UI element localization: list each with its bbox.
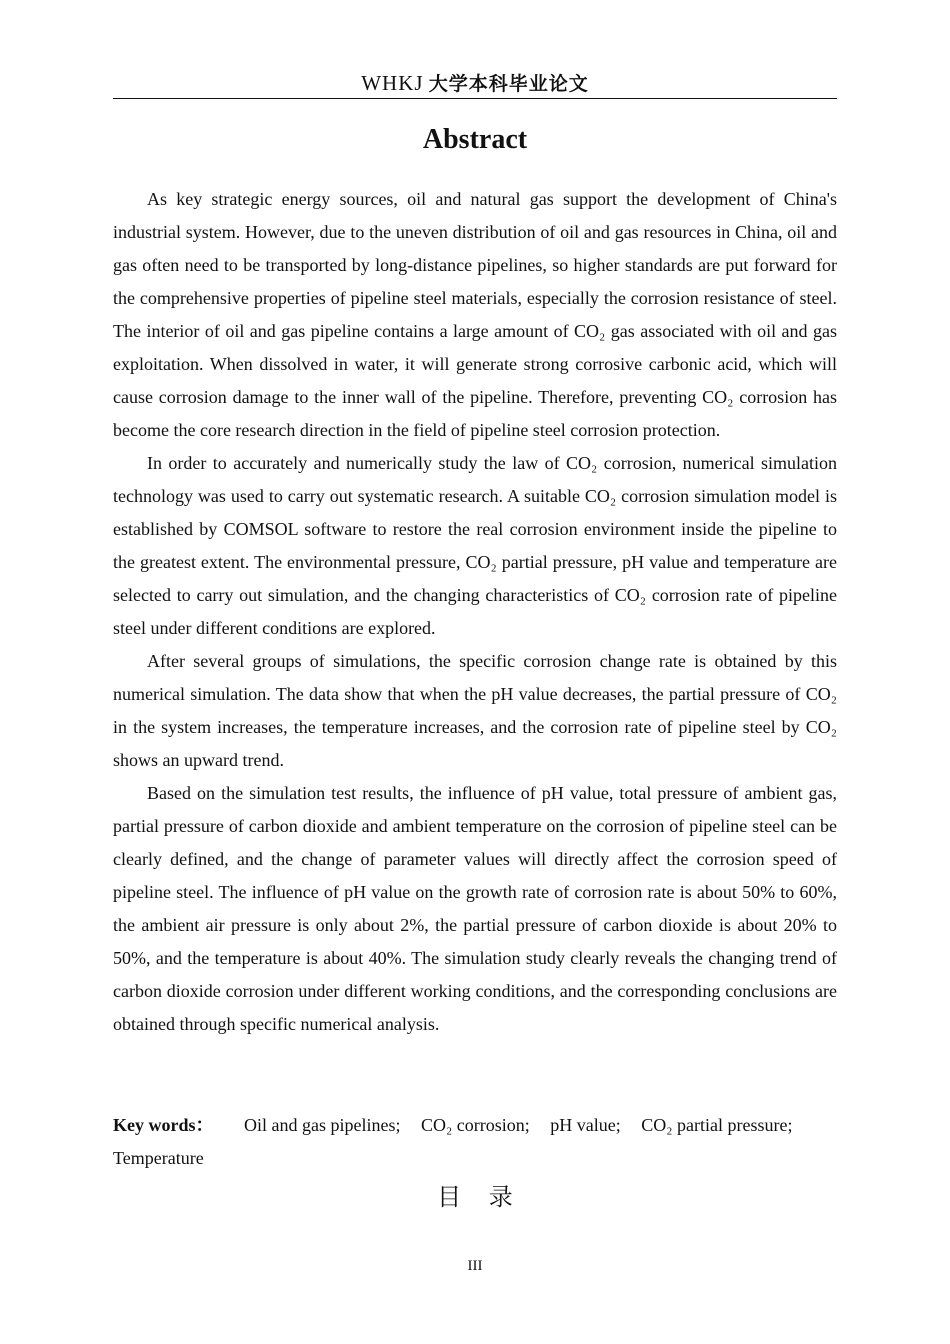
toc-heading: 目 录: [437, 1183, 513, 1211]
keyword-item: CO₂ partial pressure;: [641, 1115, 793, 1135]
abstract-paragraph-3: After several groups of simulations, the specific corrosion change rate is obtained by this numerical simulation. The data show that when the pH value decreases, the partial pressure of CO₂ in the system increases, the temperature increases, and the corrosion rate of pipeline steel by CO₂ shows an upward trend.: [113, 651, 837, 770]
abstract-title: Abstract: [422, 124, 528, 155]
header-school: WHKJ: [361, 71, 424, 95]
keyword-item: CO₂ corrosion;: [420, 1115, 530, 1135]
keyword-item: Oil and gas pipelines;: [244, 1115, 401, 1135]
keywords-label: Key words：: [113, 1115, 214, 1135]
keyword-item: pH value;: [550, 1115, 621, 1135]
header-title-cn: 大学本科毕业论文: [428, 73, 589, 95]
keywords-section: [113, 1109, 837, 1175]
abstract-body: [113, 183, 837, 1041]
abstract-paragraph-2: In order to accurately and numerically study the law of CO₂ corrosion, numerical simulation technology was used to carry out systematic research. A suitable CO₂ corrosion simulation model is established by COMSOL software to restore the real corrosion environment inside the pipeline to the greatest extent. The environmental pressure, CO₂ partial pressure, pH value and temperature are selected to carry out simulation, and the changing characteristics of CO₂ corrosion rate of pipeline steel under different conditions are explored.: [113, 453, 837, 638]
abstract-paragraph-4: Based on the simulation test results, the influence of pH value, total pressure of ambient gas, partial pressure of carbon dioxide and ambient temperature on the corrosion of pipeline steel can be clearly defined, and the change of parameter values will directly affect the corrosion speed of pipeline steel. The influence of pH value on the growth rate of corrosion rate is about 50% to 60%, the ambient air pressure is only about 2%, the partial pressure of carbon dioxide is about 20% to 50%, and the temperature is about 40%. The simulation study clearly reveals the changing trend of carbon dioxide corrosion under different working conditions, and the corresponding conclusions are obtained through specific numerical analysis.: [113, 783, 837, 1034]
page-header: [113, 68, 837, 99]
keyword-item: Temperature: [113, 1148, 204, 1168]
abstract-paragraph-1: As key strategic energy sources, oil and natural gas support the development of China's industrial system. However, due to the uneven distribution of oil and gas resources in China, oil and gas often need to be transported by long-distance pipelines, so higher standards are put forward for the comprehensive properties of pipeline steel materials, especially the corrosion resistance of steel. The interior of oil and gas pipeline contains a large amount of CO₂ gas associated with oil and gas exploitation. When dissolved in water, it will generate strong corrosive carbonic acid, which will cause corrosion damage to the inner wall of the pipeline. Therefore, preventing CO₂ corrosion has become the core research direction in the field of pipeline steel corrosion protection.: [113, 189, 837, 440]
page-number: III: [467, 1258, 483, 1274]
